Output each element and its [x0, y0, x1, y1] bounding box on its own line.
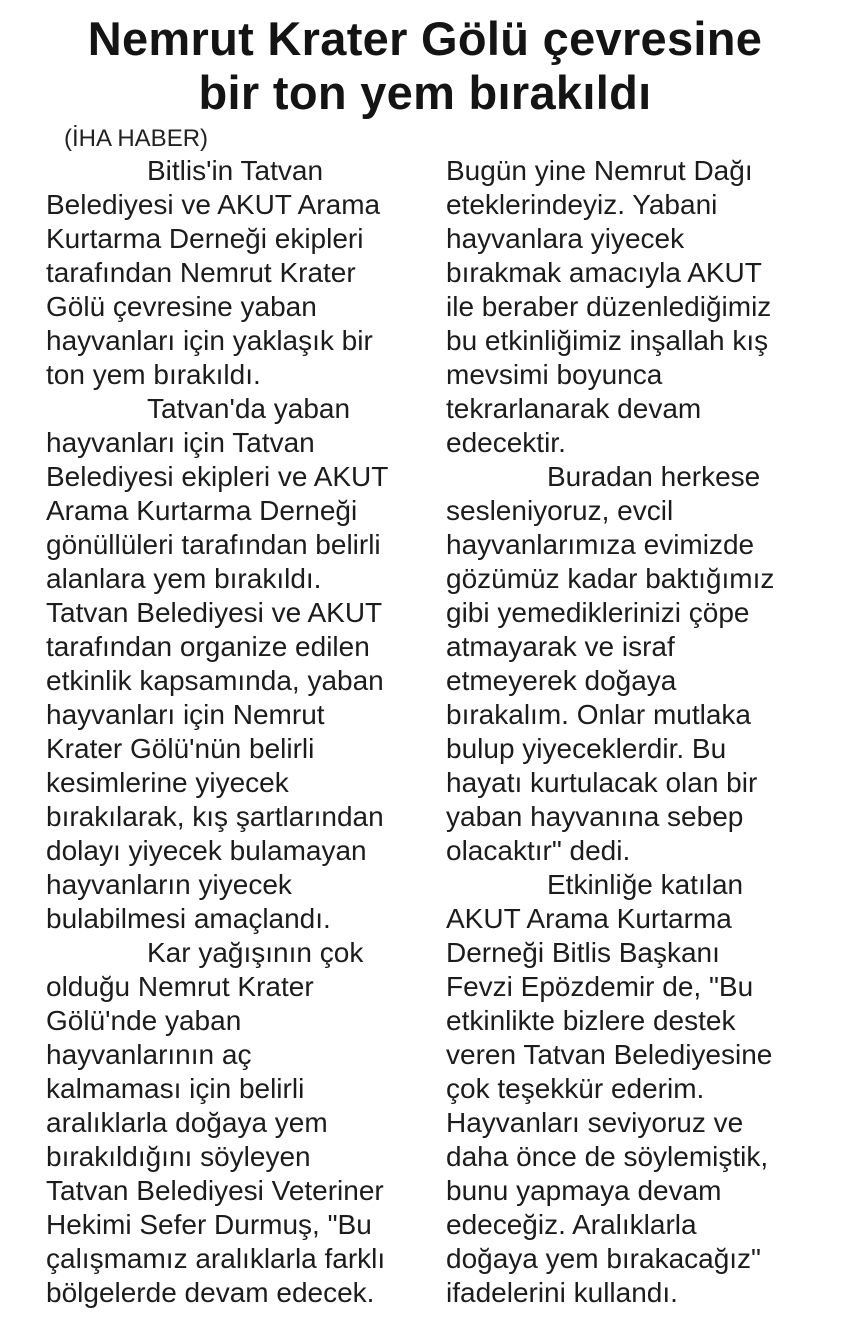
headline-line: Nemrut Krater Gölü çevresine: [87, 12, 763, 65]
text-line: Tatvan'da yaban: [147, 393, 351, 424]
text-line: Bugün yine Nemrut Dağı: [446, 155, 753, 186]
text-line: gözümüz kadar baktığımız: [446, 563, 775, 594]
text-line: etmeyerek doğaya: [446, 665, 677, 696]
text-line: ile beraber düzenlediğimiz: [446, 291, 772, 322]
text-line: AKUT Arama Kurtarma: [446, 903, 732, 934]
text-line: Kurtarma Derneği ekipleri: [46, 223, 364, 254]
text-line: bırakıldığını söyleyen: [46, 1141, 311, 1172]
text-line: Hekimi Sefer Durmuş, "Bu: [46, 1209, 372, 1240]
text-line: hayatı kurtulacak olan bir: [446, 767, 758, 798]
text-line: Belediyesi ve AKUT Arama: [46, 189, 381, 220]
text-line: bunu yapmaya devam: [446, 1175, 722, 1206]
text-line: hayvanlara yiyecek: [446, 223, 685, 254]
text-line: kesimlerine yiyecek: [46, 767, 289, 798]
text-line: ton yem bırakıldı.: [46, 359, 261, 390]
text-line: hayvanlarımıza evimizde: [446, 529, 755, 560]
text-line: etkinlikte bizlere destek: [446, 1005, 736, 1036]
text-line: mevsimi boyunca: [446, 359, 663, 390]
text-line: Kar yağışının çok: [147, 937, 364, 968]
text-line: doğaya yem bırakacağız": [446, 1243, 761, 1274]
text-line: çok teşekkür ederim.: [446, 1073, 705, 1104]
text-line: bırakalım. Onlar mutlaka: [446, 699, 751, 730]
text-line: yaban hayvanına sebep: [446, 801, 744, 832]
text-line: etkinlik kapsamında, yaban: [46, 665, 384, 696]
text-line: eteklerindeyiz. Yabani: [446, 189, 718, 220]
text-line: edecektir.: [446, 427, 566, 458]
text-line: Derneği Bitlis Başkanı: [446, 937, 720, 968]
text-line: sesleniyoruz, evcil: [446, 495, 674, 526]
text-line: bulup yiyeceklerdir. Bu: [446, 733, 727, 764]
right-text-column: [446, 154, 836, 1310]
text-line: Etkinliğe katılan: [547, 869, 744, 900]
text-line: bulabilmesi amaçlandı.: [46, 903, 331, 934]
text-line: bırakmak amacıyla AKUT: [446, 257, 762, 288]
text-line: gönüllüleri tarafından belirli: [46, 529, 381, 560]
text-line: hayvanları için Tatvan: [46, 427, 315, 458]
text-line: çalışmamız aralıklarla farklı: [46, 1243, 386, 1274]
text-line: Tatvan Belediyesi ve AKUT: [46, 597, 383, 628]
text-line: Arama Kurtarma Derneği: [46, 495, 358, 526]
text-line: Hayvanları seviyoruz ve: [446, 1107, 744, 1138]
text-line: olduğu Nemrut Krater: [46, 971, 314, 1002]
text-line: Buradan herkese: [547, 461, 761, 492]
text-line: bırakılarak, kış şartlarından: [46, 801, 384, 832]
text-line: Gölü çevresine yaban: [46, 291, 317, 322]
headline-line: bir ton yem bırakıldı: [198, 66, 652, 119]
text-line: bu etkinliğimiz inşallah kış: [446, 325, 769, 356]
text-line: tarafından organize edilen: [46, 631, 370, 662]
text-line: edeceğiz. Aralıklarla: [446, 1209, 697, 1240]
text-line: Fevzi Epözdemir de, "Bu: [446, 971, 754, 1002]
headline: [0, 12, 850, 120]
text-line: hayvanlarının aç: [46, 1039, 252, 1070]
text-line: kalmaması için belirli: [46, 1073, 305, 1104]
text-line: Belediyesi ekipleri ve AKUT: [46, 461, 389, 492]
left-text-column: [46, 154, 426, 1310]
text-line: daha önce de söylemiştik,: [446, 1141, 769, 1172]
text-line: Bitlis'in Tatvan: [147, 155, 324, 186]
text-line: Tatvan Belediyesi Veteriner: [46, 1175, 384, 1206]
text-line: alanlara yem bırakıldı.: [46, 563, 322, 594]
text-line: aralıklarla doğaya yem: [46, 1107, 328, 1138]
news-source: (İHA HABER): [64, 125, 209, 152]
text-line: hayvanları için Nemrut: [46, 699, 325, 730]
text-line: veren Tatvan Belediyesine: [446, 1039, 773, 1070]
text-line: gibi yemediklerinizi çöpe: [446, 597, 750, 628]
text-line: hayvanları için yaklaşık bir: [46, 325, 373, 356]
text-line: Gölü'nde yaban: [46, 1005, 242, 1036]
text-line: bölgelerde devam edecek.: [46, 1277, 375, 1308]
text-line: ifadelerini kullandı.: [446, 1277, 678, 1308]
text-line: hayvanların yiyecek: [46, 869, 292, 900]
text-line: Krater Gölü'nün belirli: [46, 733, 315, 764]
text-line: atmayarak ve israf: [446, 631, 675, 662]
text-line: tekrarlanarak devam: [446, 393, 702, 424]
text-line: olacaktır" dedi.: [446, 835, 631, 866]
text-line: tarafından Nemrut Krater: [46, 257, 356, 288]
text-line: dolayı yiyecek bulamayan: [46, 835, 367, 866]
